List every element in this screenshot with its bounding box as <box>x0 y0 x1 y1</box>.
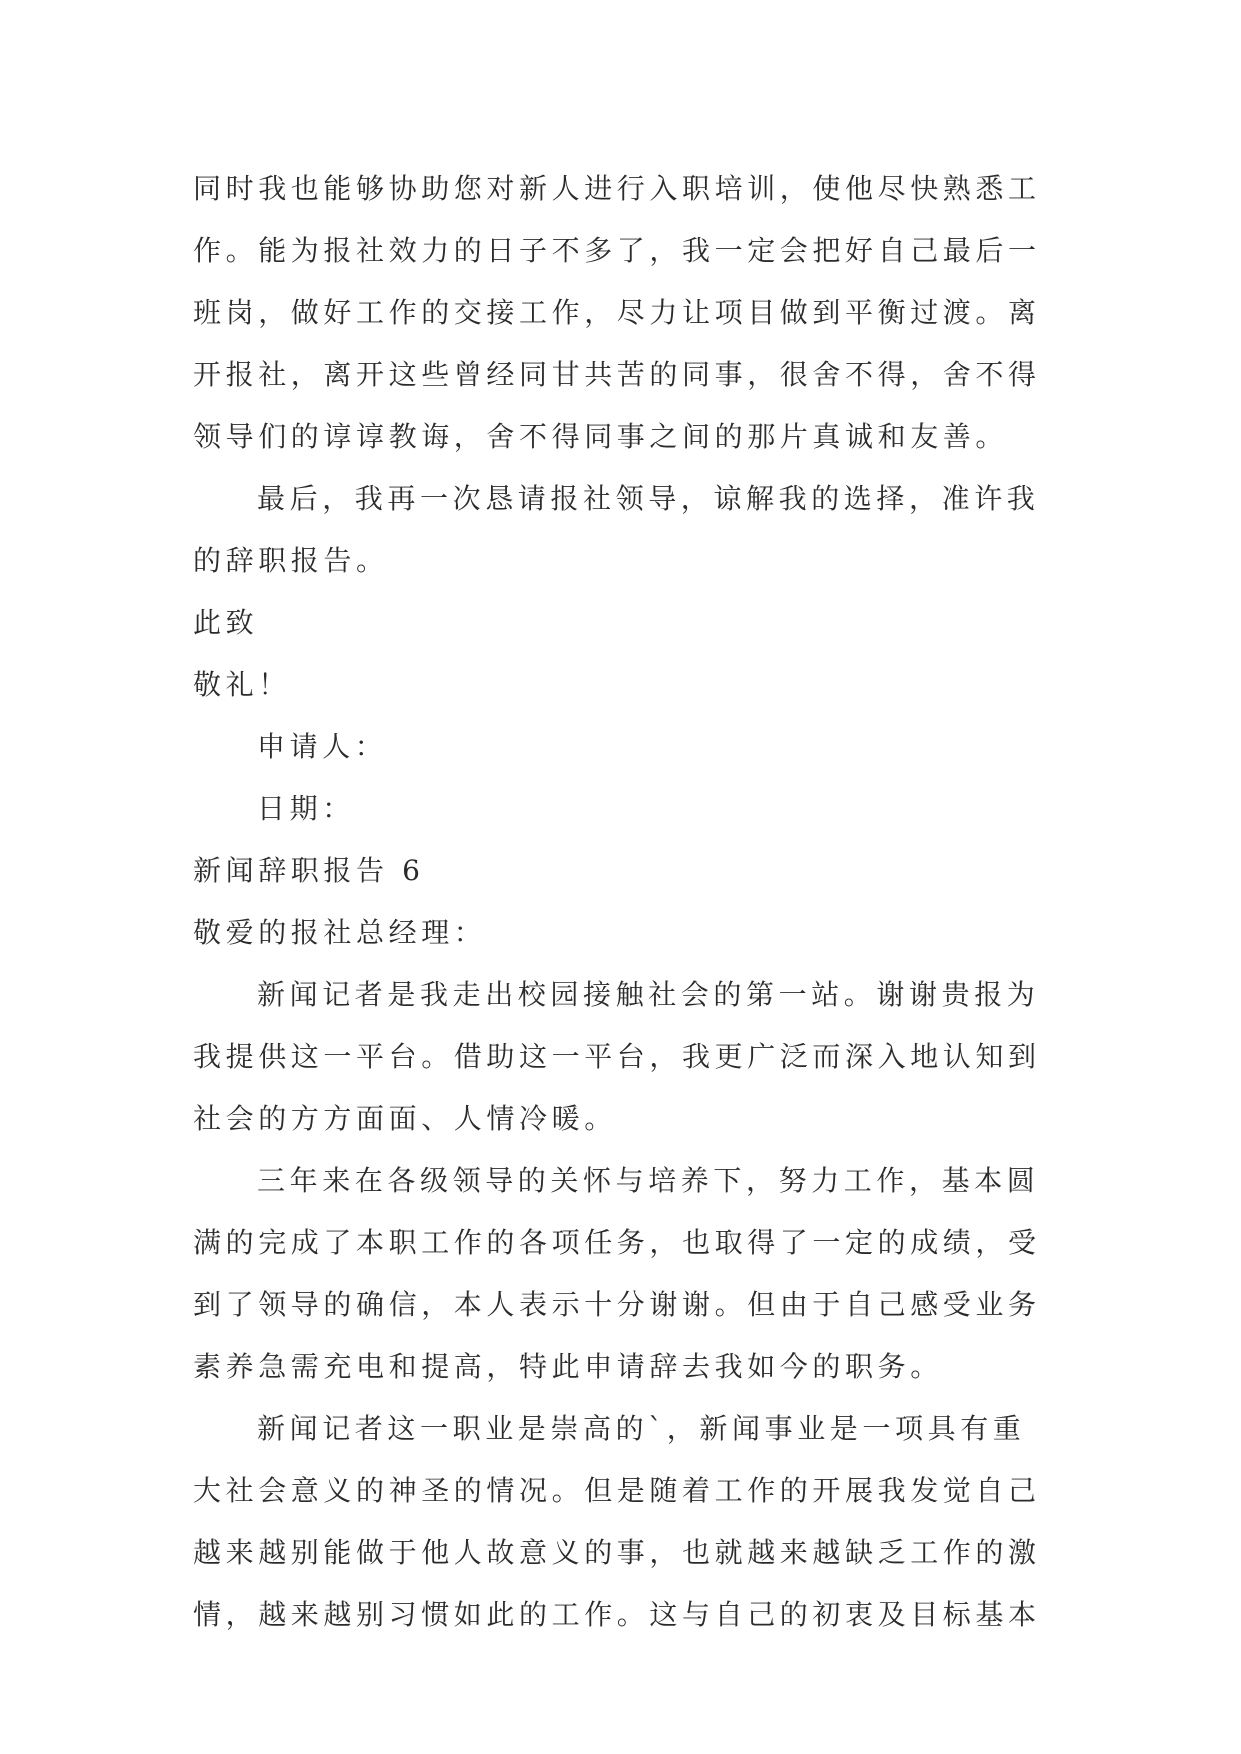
text-line: 同时我也能够协助您对新人进行入职培训，使他尽快熟悉工 <box>193 172 1041 205</box>
text-line: 满的完成了本职工作的各项任务，也取得了一定的成绩，受 <box>193 1226 1041 1259</box>
text-line: 社会的方方面面、人情冷暖。 <box>193 1102 617 1135</box>
text-line: 素养急需充电和提高，特此申请辞去我如今的职务。 <box>193 1350 943 1383</box>
text-line: 到了领导的确信，本人表示十分谢谢。但由于自己感受业务 <box>193 1288 1041 1321</box>
paragraph-start-line: 最后，我再一次恳请报社领导，谅解我的选择，准许我 <box>257 482 1040 515</box>
text-line: 领导们的谆谆教诲，舍不得同事之间的那片真诚和友善。 <box>193 420 1009 453</box>
text-line: 情，越来越别习惯如此的工作。这与自己的初衷及目标基本 <box>193 1598 1041 1631</box>
text-line: 班岗，做好工作的交接工作，尽力让项目做到平衡过渡。离 <box>193 296 1041 329</box>
section-title: 新闻辞职报告 6 <box>193 854 425 887</box>
text-line: 的辞职报告。 <box>193 544 389 577</box>
text-line: 越来越别能做于他人故意义的事，也就越来越缺乏工作的激 <box>193 1536 1041 1569</box>
applicant-label: 申请人： <box>257 730 388 763</box>
paragraph-start-line: 新闻记者这一职业是崇高的`，新闻事业是一项具有重 <box>257 1412 1026 1445</box>
text-line: 我提供这一平台。借助这一平台，我更广泛而深入地认知到 <box>193 1040 1041 1073</box>
closing-regards: 敬礼！ <box>193 668 291 701</box>
paragraph-start-line: 三年来在各级领导的关怀与培养下，努力工作，基本圆 <box>257 1164 1040 1197</box>
date-label: 日期： <box>257 792 355 825</box>
text-line: 作。能为报社效力的日子不多了，我一定会把好自己最后一 <box>193 234 1041 267</box>
letter-greeting: 敬爱的报社总经理： <box>193 916 487 949</box>
closing-salutation: 此致 <box>193 606 259 639</box>
paragraph-start-line: 新闻记者是我走出校园接触社会的第一站。谢谢贵报为 <box>257 978 1040 1011</box>
text-line: 大社会意义的神圣的情况。但是随着工作的开展我发觉自己 <box>193 1474 1041 1507</box>
document-page <box>193 158 1053 1646</box>
text-line: 开报社，离开这些曾经同甘共苦的同事，很舍不得，舍不得 <box>193 358 1041 391</box>
